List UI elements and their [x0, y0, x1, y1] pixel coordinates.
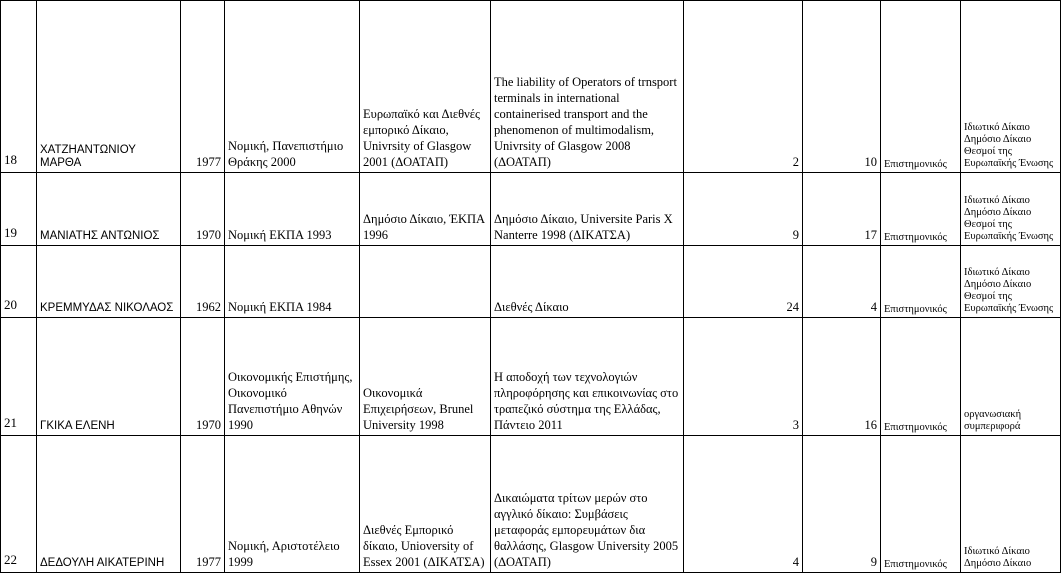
phd: Η αποδοχή των τεχνολογιών πληροφόρησης και επικοινωνίας στο τραπεζικό σύστημα της Ελλάδας, Πάντειο 2011 — [491, 318, 684, 436]
value-2: 16 — [803, 318, 881, 436]
phd: Διεθνές Δίκαιο — [491, 246, 684, 318]
degree: Νομική ΕΚΠΑ 1993 — [225, 173, 360, 246]
birth-year: 1962 — [181, 246, 225, 318]
value-2: 9 — [803, 436, 881, 573]
table-row — [1, 436, 1061, 573]
master: Δημόσιο Δίκαιο, ΈΚΠΑ 1996 — [360, 173, 491, 246]
staff-type: Επιστημονικός — [881, 436, 961, 573]
birth-year: 1977 — [181, 436, 225, 573]
subject-area: Ιδιωτικό Δίκαιο Δημόσιο Δίκαιο Θεσμοί της Ευρωπαϊκής Ένωσης — [961, 246, 1061, 318]
value-1: 2 — [684, 1, 803, 173]
phd: Δικαιώματα τρίτων μερών στο αγγλικό δίκαιο: Συμβάσεις μεταφοράς εμπορευμάτων δια θαλλάσης, Glasgow University 2005 (ΔΟΑΤΑΠ) — [491, 436, 684, 573]
value-1: 3 — [684, 318, 803, 436]
staff-type: Επιστημονικός — [881, 318, 961, 436]
table-row — [1, 173, 1061, 246]
table-row — [1, 318, 1061, 436]
full-name: ΓΚΙΚΑ ΕΛΕΝΗ — [37, 318, 181, 436]
master — [360, 246, 491, 318]
full-name: ΔΕΔΟΥΛΗ ΑΙΚΑΤΕΡΙΝΗ — [37, 436, 181, 573]
value-2: 4 — [803, 246, 881, 318]
degree: Νομική, Πανεπιστήμιο Θράκης 2000 — [225, 1, 360, 173]
phd: Δημόσιο Δίκαιο, Universite Paris X Nanterre 1998 (ΔΙΚΑΤΣΑ) — [491, 173, 684, 246]
degree: Νομική ΕΚΠΑ 1984 — [225, 246, 360, 318]
value-1: 9 — [684, 173, 803, 246]
value-2: 17 — [803, 173, 881, 246]
subject-area: Ιδιωτικό Δίκαιο Δημόσιο Δίκαιο Θεσμοί της Ευρωπαϊκής Ένωσης — [961, 1, 1061, 173]
subject-area: Ιδιωτικό Δίκαιο Δημόσιο Δίκαιο Θεσμοί της Ευρωπαϊκής Ένωσης — [961, 173, 1061, 246]
row-number: 22 — [1, 436, 37, 573]
table-row — [1, 1, 1061, 173]
degree: Νομική, Αριστοτέλειο 1999 — [225, 436, 360, 573]
master: Διεθνές Εμπορικό δίκαιο, Unioversity of Essex 2001 (ΔΙΚΑΤΣΑ) — [360, 436, 491, 573]
birth-year: 1970 — [181, 173, 225, 246]
subject-area: Ιδιωτικό Δίκαιο Δημόσιο Δίκαιο — [961, 436, 1061, 573]
value-1: 24 — [684, 246, 803, 318]
row-number: 19 — [1, 173, 37, 246]
full-name: ΧΑΤΖΗΑΝΤΩΝΙΟΥ ΜΑΡΘΑ — [37, 1, 181, 173]
degree: Οικονομικής Επιστήμης, Οικονομικό Πανεπιστήμιο Αθηνών 1990 — [225, 318, 360, 436]
table-row — [1, 246, 1061, 318]
row-number: 18 — [1, 1, 37, 173]
birth-year: 1977 — [181, 1, 225, 173]
staff-type: Επιστημονικός — [881, 246, 961, 318]
staff-type: Επιστημονικός — [881, 1, 961, 173]
master: Οικονομικά Επιχειρήσεων, Brunel University 1998 — [360, 318, 491, 436]
phd: The liability of Operators of trnsport terminals in international containerised transport and the phenomenon of multimodalism, Univrsity of Glasgow 2008 (ΔΟΑΤΑΠ) — [491, 1, 684, 173]
full-name: ΚΡΕΜΜΥΔΑΣ ΝΙΚΟΛΑΟΣ — [37, 246, 181, 318]
master: Ευρωπαϊκό και Διεθνές εμπορικό Δίκαιο, Univrsity of Glasgow 2001 (ΔΟΑΤΑΠ) — [360, 1, 491, 173]
subject-area: οργανωσιακή συμπεριφορά — [961, 318, 1061, 436]
value-2: 10 — [803, 1, 881, 173]
birth-year: 1970 — [181, 318, 225, 436]
staff-type: Επιστημονικός — [881, 173, 961, 246]
value-1: 4 — [684, 436, 803, 573]
row-number: 20 — [1, 246, 37, 318]
row-number: 21 — [1, 318, 37, 436]
full-name: ΜΑΝΙΑΤΗΣ ΑΝΤΩΝΙΟΣ — [37, 173, 181, 246]
